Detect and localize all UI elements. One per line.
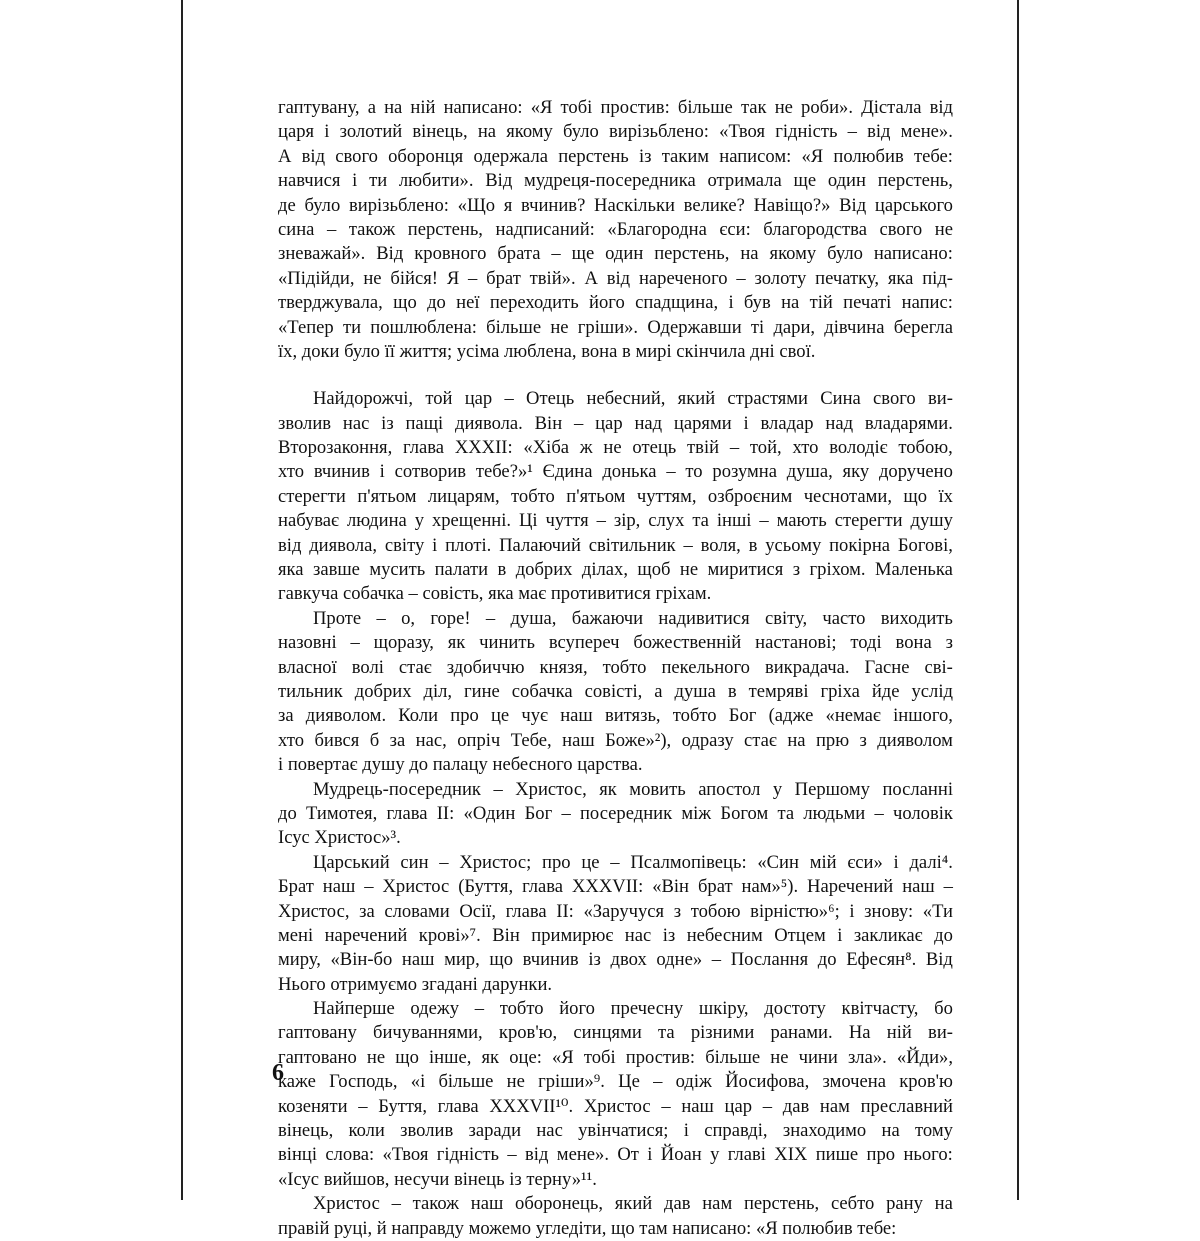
text-line: мені наречений крові»⁷. Він примирює нас із небесним Отцем і закликає до — [278, 924, 953, 946]
text-line: назовні – щоразу, як чинить всупереч божественній настанові; тоді вона з — [278, 632, 953, 654]
text-line: їх, доки було її життя; усіма люблена, вона в мирі скінчила дні свої. — [278, 340, 816, 362]
paragraph — [278, 997, 953, 1192]
page-number: 6 — [272, 1060, 284, 1086]
text-line: «Підійди, не бійся! Я – брат твій». А від нареченого – золоту печатку, яка під- — [278, 267, 953, 289]
paragraph — [278, 851, 953, 997]
body-text — [278, 96, 953, 1241]
text-line: де було вирізьблено: «Що я вчинив? Наскільки велике? Навіщо?» Від царського — [278, 194, 953, 216]
text-line: і повертає душу до палацу небесного царства. — [278, 754, 643, 776]
text-line: вінці слова: «Твоя гідність – від мене». От і Йоан у главі XIX пише про нього: — [278, 1144, 953, 1166]
text-line: гаптовано не що інше, як оце: «Я тобі простив: більше не чини зла». «Йди», — [278, 1046, 953, 1068]
text-line: хто вчинив і сотворив тебе?»¹ Єдина донька – то розумна душа, яку доручено — [278, 461, 953, 483]
page-edge-left — [181, 0, 183, 1200]
text-line: навчися і ти любити». Від мудреця-посередника отримала ще один перстень, — [278, 170, 953, 192]
text-line: царя і золотий вінець, на якому було вирізьблено: «Твоя гідність – від мене». — [278, 121, 953, 143]
paragraph — [278, 778, 953, 851]
paragraph — [278, 96, 953, 364]
text-line: Христос, за словами Осії, глава II: «Заручуся з тобою вірністю»⁶; і знову: «Ти — [278, 900, 953, 922]
text-line: Ісус Христос»³. — [278, 827, 401, 849]
text-line: хто бився б за нас, опріч Тебе, наш Боже»²), одразу стає на прю з дияволом — [278, 729, 953, 751]
text-line: тильник добрих діл, гине собачка совісті, а душа в темряві гріха йде услід — [278, 680, 953, 702]
text-line: зневажай». Від кровного брата – ще один перстень, на якому було написано: — [278, 243, 953, 265]
text-line: набуває людина у хрещенні. Ці чуття – зір, слух та інші – мають стерегти душу — [278, 510, 953, 532]
text-line: гаптувану, а на ній написано: «Я тобі простив: більше так не роби». Дістала від — [278, 97, 953, 118]
text-line: вінець, коли зволив заради нас увінчатися; і справді, знаходимо на тому — [278, 1120, 953, 1142]
text-line: миру, «Він-бо наш мир, що вчинив із двох одне» – Послання до Ефесян⁸. Від — [278, 949, 953, 971]
text-line: Христос – також наш оборонець, який дав нам перстень, себто рану на — [313, 1193, 953, 1215]
text-line: А від свого оборонця одержала перстень із таким написом: «Я полюбив тебе: — [278, 145, 953, 167]
text-line: до Тимотея, глава II: «Один Бог – посередник між Богом та людьми – чоловік — [278, 802, 953, 824]
text-line: каже Господь, «і більше не гріши»⁹. Це – одіж Йосифова, змочена кров'ю — [278, 1071, 953, 1093]
text-line: стерегти п'ятьом лицарям, тобто п'ятьом чуттям, озброєним чеснотами, що їх — [278, 485, 953, 507]
page-edge-right — [1017, 0, 1019, 1200]
text-line: Найдорожчі, той цар – Отець небесний, який страстями Сина свого ви- — [313, 388, 953, 410]
text-line: правій руці, й направду можемо угледіти, що там написано: «Я полюбив тебе: — [278, 1217, 897, 1239]
text-line: козеняти – Буття, глава XXXVII¹⁰. Христос – наш цар – дав нам преславний — [278, 1095, 953, 1117]
text-line: зволив нас із пащі диявола. Він – цар над царями і владар над владарями. — [278, 412, 953, 434]
text-line: гавкуча собачка – совість, яка має противитися гріхам. — [278, 583, 712, 605]
text-line: Царський син – Христос; про це – Псалмопівець: «Син мій єси» і далі⁴. — [313, 851, 953, 873]
text-line: Найперше одежу – тобто його пречесну шкіру, достоту квітчасту, бо — [313, 998, 953, 1020]
text-line: гаптовану бичуваннями, кров'ю, синцями та різними ранами. На ній ви- — [278, 1022, 953, 1044]
paragraph-gap — [278, 364, 953, 387]
text-line: Проте – о, горе! – душа, бажаючи надивитися світу, часто виходить — [313, 607, 953, 629]
text-line: тверджувала, що до неї переходить його спадщина, і був на тій печаті напис: — [278, 292, 953, 314]
text-line: Второзаконня, глава XXXII: «Хіба ж не отець твій – той, хто володіє тобою, — [278, 437, 953, 459]
text-line: за дияволом. Коли про це чує наш витязь, тобто Бог (адже «немає іншого, — [278, 705, 953, 727]
text-line: «Тепер ти пошлюблена: більше не гріши». Одержавши ті дари, дівчина берегла — [278, 316, 953, 338]
text-line: яка завше мусить палати в добрих ділах, щоб не миритися з гріхом. Маленька — [278, 559, 953, 581]
text-line: власної волі стає здобиччю князя, тобто пекельного викрадача. Гасне сві- — [278, 656, 953, 678]
text-line: Брат наш – Христос (Буття, глава XXXVII: «Він брат нам»⁵). Наречений наш – — [278, 876, 953, 898]
text-line: «Ісус вийшов, несучи вінець із терну»¹¹. — [278, 1168, 597, 1190]
text-line: Мудрець-посередник – Христос, як мовить апостол у Першому посланні — [313, 778, 953, 800]
paragraph — [278, 607, 953, 778]
text-line: від диявола, світу і плоті. Палаючий світильник – воля, в усьому покірна Богові, — [278, 534, 953, 556]
text-line: Нього отримуємо згадані дарунки. — [278, 973, 553, 995]
paragraph — [278, 1192, 953, 1241]
paragraph — [278, 387, 953, 607]
text-line: сина – також перстень, надписаний: «Благородна єси: благородства свого не — [278, 218, 953, 240]
